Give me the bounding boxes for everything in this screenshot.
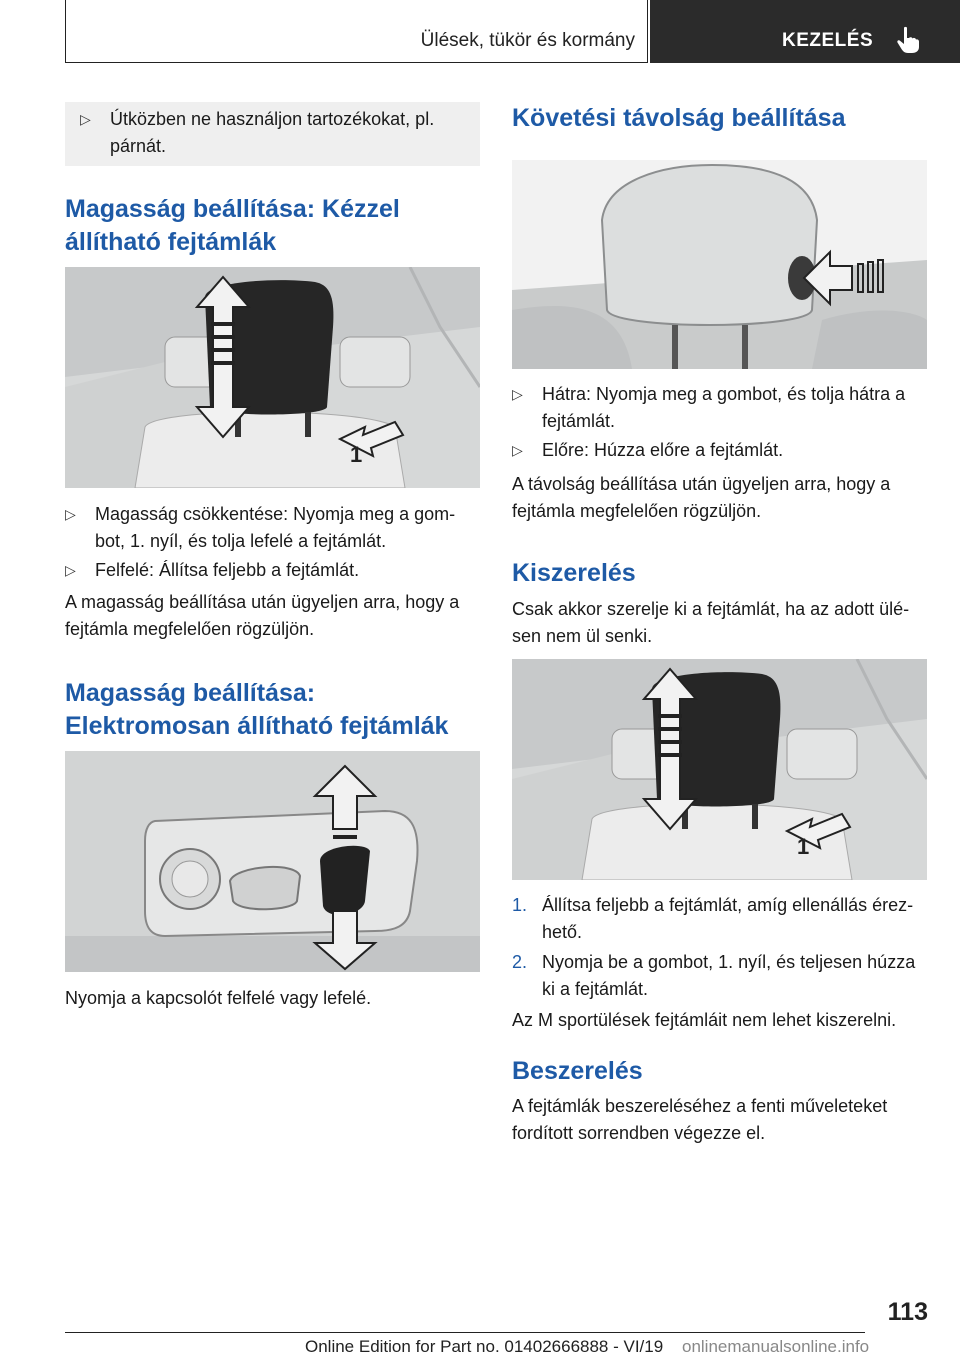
triangle-right-outline-icon: ▷ bbox=[65, 562, 76, 578]
removal-intro-text: Csak akkor szerelje ki a fejtámlát, ha az adott ülé-sen nem ül senki. bbox=[512, 599, 910, 646]
step-number: 2. bbox=[512, 952, 528, 972]
step-number: 1. bbox=[512, 895, 528, 915]
distance-bullet-1-text: Hátra: Nyomja meg a gombot, és tolja hátra a fejtámlát. bbox=[542, 384, 906, 431]
heading-electric-height: Magasság beállítása: Elektromosan állítható fejtámlák bbox=[65, 679, 449, 740]
removal-step-1-text: Állítsa feljebb a fejtámlát, amíg ellenállás érez-hető. bbox=[542, 895, 914, 942]
figure-manual-headrest bbox=[65, 267, 480, 488]
electric-text: Nyomja a kapcsolót felfelé vagy lefelé. bbox=[65, 988, 372, 1008]
page-number: 113 bbox=[887, 1298, 928, 1326]
footer-watermark: onlinemanualsonline.info bbox=[682, 1337, 870, 1356]
callout-label: 1 bbox=[797, 834, 810, 859]
heading-following-distance: Követési távolság beállítása bbox=[512, 104, 846, 132]
note-text: Útközben ne használjon tartozékokat, pl. párnát. bbox=[110, 109, 435, 156]
figure-removal-headrest bbox=[512, 659, 927, 880]
header-section-box bbox=[65, 0, 648, 63]
footer-divider bbox=[65, 1332, 865, 1333]
triangle-right-outline-icon: ▷ bbox=[512, 442, 523, 458]
install-text: A fejtámlák beszereléséhez a fenti műveleteket fordított sorrendben végezze el. bbox=[512, 1096, 888, 1143]
removal-step-2-text: Nyomja be a gombot, 1. nyíl, és teljesen húzza ki a fejtámlát. bbox=[542, 952, 916, 999]
triangle-right-outline-icon: ▷ bbox=[80, 111, 91, 127]
callout-label: 1 bbox=[350, 442, 363, 467]
pointing-hand-icon bbox=[896, 26, 920, 54]
distance-after-text: A távolság beállítása után ügyeljen arra, hogy a fejtámla megfelelően rögzüljön. bbox=[512, 474, 891, 521]
removal-after-text: Az M sportülések fejtámláit nem lehet kiszerelni. bbox=[512, 1010, 897, 1030]
manual-headrest-illustration bbox=[65, 267, 480, 488]
figure-distance-headrest bbox=[512, 160, 927, 369]
manual-bullet-2-text: Felfelé: Állítsa feljebb a fejtámlát. bbox=[95, 560, 360, 580]
figure-electric-switch bbox=[65, 751, 480, 972]
heading-removal: Kiszerelés bbox=[512, 559, 636, 587]
distance-bullet-2-text: Előre: Húzza előre a fejtámlát. bbox=[542, 440, 784, 460]
header-chapter-label: KEZELÉS bbox=[782, 30, 874, 51]
manual-bullet-1-text: Magasság csökkentése: Nyomja meg a gom-bot, 1. nyíl, és tolja lefelé a fejtámlát. bbox=[95, 504, 456, 551]
heading-manual-height: Magasság beállítása: Kézzel állítható fejtámlák bbox=[65, 195, 400, 256]
footer-edition: Online Edition for Part no. 01402666888 - VI/19 bbox=[305, 1337, 664, 1356]
warning-note bbox=[65, 102, 480, 166]
triangle-right-outline-icon: ▷ bbox=[512, 386, 523, 402]
electric-switch-illustration bbox=[65, 751, 480, 972]
manual-after-text: A magasság beállítása után ügyeljen arra, hogy a fejtámla megfelelően rögzüljön. bbox=[65, 592, 460, 639]
distance-headrest-illustration bbox=[512, 160, 927, 369]
triangle-right-outline-icon: ▷ bbox=[65, 506, 76, 522]
heading-installation: Beszerelés bbox=[512, 1057, 643, 1085]
removal-headrest-illustration bbox=[512, 659, 927, 880]
header-section-title: Ülések, tükör és kormány bbox=[420, 30, 635, 51]
header-chapter-tab bbox=[650, 0, 960, 63]
